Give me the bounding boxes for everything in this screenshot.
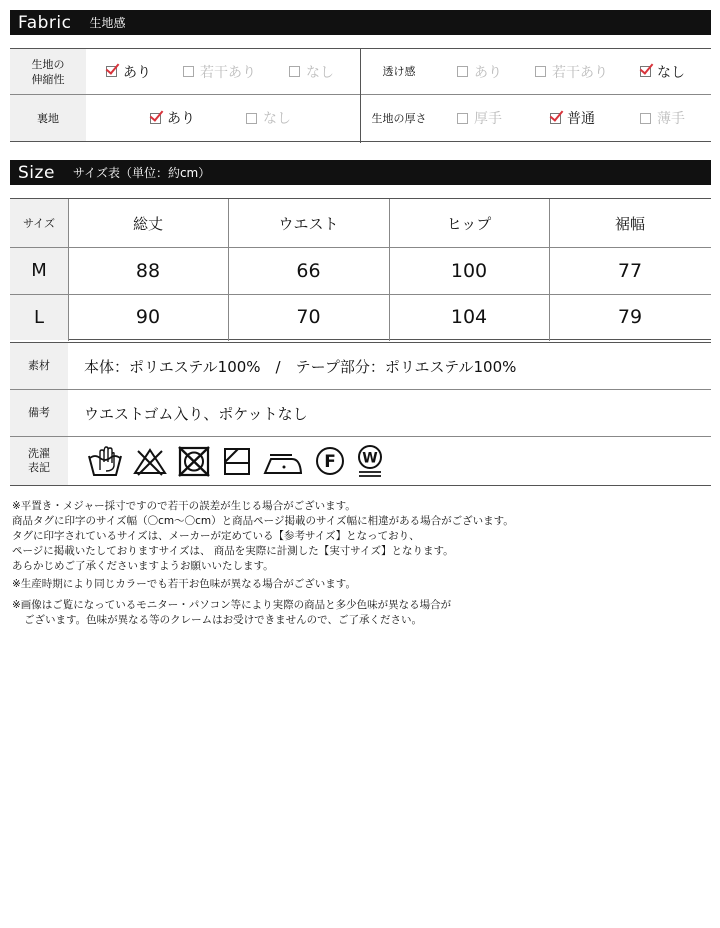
size-cell: 79 (617, 306, 643, 328)
table-row (10, 294, 711, 340)
material-label: 素材 (10, 343, 68, 389)
hand-wash-icon (86, 444, 124, 478)
thickness-option-thick[interactable]: 厚手 (457, 95, 502, 141)
care-label (10, 437, 68, 485)
checkbox-empty-icon (457, 113, 468, 124)
lining-option-yes[interactable]: あり (150, 95, 195, 141)
column-divider (68, 199, 69, 341)
thickness-label: 生地の厚さ (361, 95, 437, 141)
fabric-title-en: Fabric (18, 12, 72, 33)
checkbox-empty-icon (535, 66, 546, 77)
no-tumble-dry-icon (176, 444, 212, 478)
checkbox-checked-icon (106, 66, 117, 77)
size-title-en: Size (18, 162, 55, 183)
column-header-waist: ウエスト (278, 214, 339, 233)
checkbox-checked-icon (640, 66, 651, 77)
thickness-option-normal[interactable]: 普通 (550, 95, 595, 141)
size-title-jp: サイズ表（単位：約cm） (72, 166, 211, 180)
size-section-header (10, 160, 711, 185)
stretch-option-no[interactable]: なし (289, 49, 334, 94)
material-row (10, 343, 711, 390)
sheer-label: 透け感 (361, 49, 437, 94)
stretch-label (10, 49, 86, 94)
fabric-table (10, 48, 711, 142)
note-line: ページに掲載いたしておりますサイズは、 商品を実際に計測した【実寸サイズ】となります。 (12, 545, 454, 557)
wet-clean-w-icon (354, 444, 386, 478)
note-line: ※生産時期により同じカラーでも若干お色味が異なる場合がございます。 (12, 578, 356, 590)
size-table-header-row (10, 199, 711, 247)
fabric-column-divider (360, 49, 361, 143)
note-line: 商品タグに印字のサイズ幅（〇cm〜〇cm）と商品ページ掲載のサイズ幅に相違がある場合がございます。 (12, 515, 514, 527)
remarks-row (10, 390, 711, 437)
size-table (10, 198, 711, 340)
lining-label: 裏地 (10, 95, 86, 141)
iron-low-icon (262, 444, 306, 478)
checkbox-checked-icon (150, 113, 161, 124)
remarks-label: 備考 (10, 390, 68, 436)
sheer-option-no[interactable]: なし (640, 49, 685, 94)
note-line: ございます。色味が異なる等のクレームはお受けできませんので、ご了承ください。 (24, 614, 422, 626)
column-header-size: サイズ (10, 199, 68, 247)
checkbox-empty-icon (289, 66, 300, 77)
dry-clean-letter: F (324, 452, 336, 472)
care-row (10, 437, 711, 485)
size-cell: 70 (296, 306, 321, 328)
column-divider (549, 199, 550, 341)
size-cell-label: M (10, 247, 68, 294)
column-header-hip: ヒップ (446, 214, 492, 233)
checkbox-empty-icon (640, 113, 651, 124)
size-cell: 77 (617, 259, 643, 282)
size-cell: 104 (450, 306, 488, 328)
sheer-option-yes[interactable]: あり (457, 49, 502, 94)
column-divider (389, 199, 390, 341)
care-label-line2: 表記 (28, 461, 50, 474)
line-dry-shade-icon (220, 444, 254, 478)
checkbox-empty-icon (457, 66, 468, 77)
care-label-line1: 洗濯 (28, 447, 50, 460)
wet-clean-letter: W (362, 450, 378, 467)
size-cell: 90 (135, 306, 161, 328)
notes (12, 499, 514, 628)
stretch-label-line2: 伸縮性 (31, 72, 65, 86)
stretch-label-line1: 生地の (31, 57, 65, 71)
column-header-total-length: 総丈 (132, 214, 163, 233)
size-cell: 66 (296, 259, 321, 282)
checkbox-empty-icon (246, 113, 257, 124)
note-line: あらかじめご了承くださいますようお願いいたします。 (12, 560, 274, 572)
note-line: ※画像はご覧になっているモニター・パソコン等により実際の商品と多少色味が異なる場合が (12, 599, 452, 611)
note-line: ※平置き・メジャー採寸ですので若干の誤差が生じる場合がございます。 (12, 500, 356, 512)
stretch-option-yes[interactable]: あり (106, 49, 151, 94)
row-divider (10, 294, 711, 295)
column-header-hem-width: 裾幅 (614, 214, 645, 233)
column-divider (228, 199, 229, 341)
size-cell: 100 (450, 259, 488, 282)
table-row (10, 247, 711, 294)
size-cell: 88 (135, 259, 161, 282)
note-line: タグに印字されているサイズは、メーカーが定めている【参考サイズ】となっており、 (12, 530, 420, 542)
checkbox-empty-icon (183, 66, 194, 77)
lining-option-no[interactable]: なし (246, 95, 291, 141)
care-symbols (86, 437, 386, 485)
remarks-value: ウエストゴム入り、ポケットなし (84, 404, 308, 423)
no-bleach-icon (132, 444, 168, 478)
sheer-option-slight[interactable]: 若干あり (535, 49, 608, 94)
material-value: 本体：ポリエステル100% / テープ部分：ポリエステル100% (84, 357, 517, 376)
checkbox-checked-icon (550, 113, 561, 124)
fabric-title-jp: 生地感 (89, 16, 126, 30)
thickness-option-thin[interactable]: 薄手 (640, 95, 685, 141)
dry-clean-f-icon (314, 444, 346, 478)
fabric-section-header (10, 10, 711, 35)
material-table (10, 342, 711, 486)
stretch-option-slight[interactable]: 若干あり (183, 49, 256, 94)
row-divider (10, 247, 711, 248)
size-cell-label: L (10, 294, 68, 340)
